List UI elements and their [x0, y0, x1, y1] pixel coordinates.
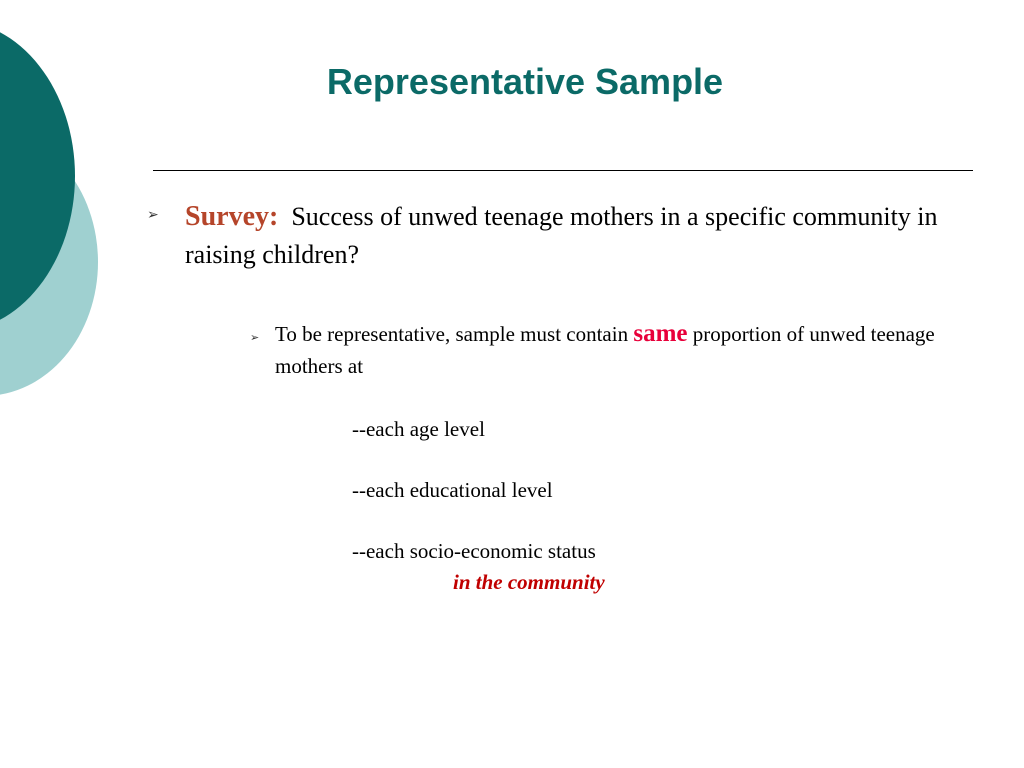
survey-label: Survey:: [185, 201, 279, 232]
subline-educational-level: --each educational level: [352, 478, 553, 502]
survey-text: Success of unwed teenage mothers in a specific community in raising children?: [185, 202, 938, 269]
arrow-bullet-icon: ➢: [250, 331, 260, 344]
representative-text-after: proportion of unwed teenage mothers at: [275, 322, 935, 378]
subline-socio-economic-status: --each socio-economic status: [352, 539, 596, 563]
subline-age-level: --each age level: [352, 417, 485, 441]
representative-text-before: To be representative, sample must contain: [275, 322, 634, 346]
slide-title: Representative Sample: [326, 61, 724, 102]
bullet-survey: [185, 198, 945, 274]
same-emphasis: same: [633, 320, 688, 347]
closing-phrase: in the community: [453, 570, 605, 594]
title-divider: [153, 170, 973, 171]
bullet-representative: [275, 318, 955, 382]
arrow-bullet-icon: ➢: [147, 207, 159, 223]
